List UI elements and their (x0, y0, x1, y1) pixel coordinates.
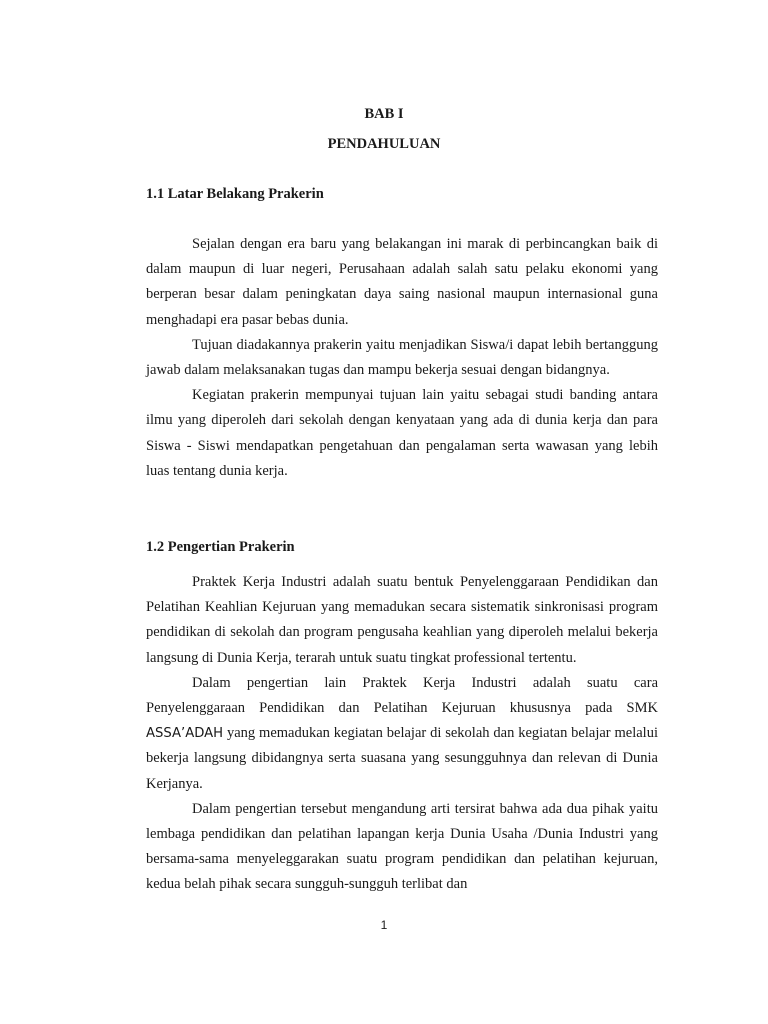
paragraph: Sejalan dengan era baru yang belakangan ini marak di perbincangkan baik di dalam maupun di luar negeri, Perusahaan adalah salah satu pelaku ekonomi yang berperan besar dalam peningkatan daya saing nasional maupun internasional guna menghadapi era pasar bebas dunia. (146, 236, 658, 328)
section-body-1-1 (146, 232, 658, 484)
paragraph: Kegiatan prakerin mempunyai tujuan lain yaitu sebagai studi banding antara ilmu yang diperoleh dari sekolah dengan kenyataan yang ada di dunia kerja dan para Siswa - Siswi mendapatkan pengetahuan dan pengalaman serta wawasan yang lebih luas tentang dunia kerja. (146, 387, 658, 479)
page-number: 1 (380, 918, 388, 932)
paragraph-text-before: Dalam pengertian lain Praktek Kerja Industri adalah suatu cara Penyelenggaraan Pendidikan dan Pelatihan Kejuruan khususnya pada SMK (146, 674, 658, 717)
section-heading-1-1: 1.1 Latar Belakang Prakerin (146, 186, 324, 202)
paragraph-text-after: yang memadukan kegiatan belajar di sekolah dan kegiatan belajar melalui bekerja langsung dibidangnya serta suasana yang sesungguhnya dan relevan di Dunia Kerjanya. (146, 725, 658, 792)
school-name: ASSA’ADAH (146, 726, 224, 742)
section-body-1-2 (146, 570, 658, 898)
chapter-title: PENDAHULUAN (327, 136, 441, 152)
paragraph: Dalam pengertian tersebut mengandung arti tersirat bahwa ada dua pihak yaitu lembaga pendidikan dan pelatihan lapangan kerja Dunia Usaha /Dunia Industri yang bersama-sama menyeleggarakan suatu program pendidikan dan pelatihan kejuruan, kedua belah pihak secara sungguh-sungguh terlibat dan (146, 800, 658, 893)
paragraph (146, 671, 658, 797)
section-heading-1-2: 1.2 Pengertian Prakerin (146, 539, 295, 555)
paragraph: Tujuan diadakannya prakerin yaitu menjadikan Siswa/i dapat lebih bertanggung jawab dalam melaksanakan tugas dan mampu bekerja sesuai dengan bidangnya. (146, 336, 658, 379)
paragraph: Praktek Kerja Industri adalah suatu bentuk Penyelenggaraan Pendidikan dan Pelatihan Keahlian Kejuruan yang memadukan secara sistematik sinkronisasi program pendidikan di sekolah dan program pengusaha keahlian yang diperoleh melalui bekerja langsung di Dunia Kerja, terarah untuk suatu tingkat professional tertentu. (146, 574, 658, 666)
chapter-number: BAB I (364, 106, 404, 122)
